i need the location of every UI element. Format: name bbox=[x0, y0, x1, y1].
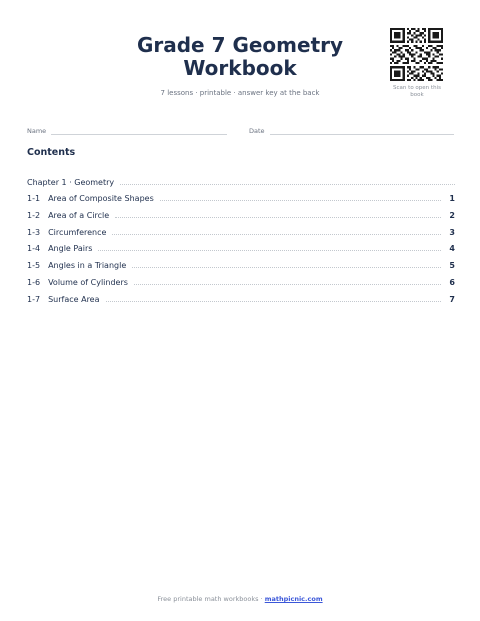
toc-lesson-row[interactable] bbox=[27, 237, 455, 254]
toc-leader bbox=[160, 200, 441, 201]
name-line[interactable] bbox=[51, 128, 227, 135]
footer bbox=[0, 595, 480, 603]
lesson-title: Angles in a Triangle bbox=[48, 261, 127, 271]
lesson-label bbox=[27, 261, 126, 270]
lesson-number: 1-6 bbox=[27, 277, 41, 287]
lesson-title: Angle Pairs bbox=[48, 244, 93, 254]
toc-leader bbox=[98, 250, 441, 251]
lesson-label bbox=[27, 244, 92, 253]
toc-lesson-row[interactable] bbox=[27, 287, 455, 304]
page-title bbox=[100, 34, 380, 80]
toc-leader bbox=[106, 301, 441, 302]
lesson-page-number: 6 bbox=[449, 277, 455, 287]
date-line[interactable] bbox=[270, 128, 454, 135]
lesson-label bbox=[27, 295, 100, 304]
lesson-number: 1-7 bbox=[27, 294, 41, 304]
lesson-title: Volume of Cylinders bbox=[48, 277, 128, 287]
toc-leader bbox=[120, 184, 455, 185]
lesson-label bbox=[27, 278, 128, 287]
toc-lesson-row[interactable] bbox=[27, 187, 455, 204]
lesson-page-number: 3 bbox=[449, 227, 455, 237]
lesson-label bbox=[27, 228, 106, 237]
chapter-title: Chapter 1 · Geometry bbox=[27, 177, 115, 187]
lesson-label bbox=[27, 194, 154, 203]
toc-leader bbox=[115, 217, 441, 218]
qr-code-icon[interactable] bbox=[390, 28, 443, 81]
title-block bbox=[100, 34, 380, 98]
lesson-title: Area of Composite Shapes bbox=[48, 194, 154, 204]
qr-caption-line-1: Scan to open this bbox=[393, 85, 441, 91]
toc-lesson-row[interactable] bbox=[27, 253, 455, 270]
footer-text: Free printable math workbooks · bbox=[157, 595, 265, 603]
name-field[interactable] bbox=[27, 127, 227, 135]
lesson-number: 1-5 bbox=[27, 261, 41, 271]
lesson-number: 1-1 bbox=[27, 194, 41, 204]
name-date-row bbox=[27, 127, 453, 137]
qr-caption bbox=[384, 85, 450, 99]
toc-chapter bbox=[27, 170, 455, 187]
toc-leader bbox=[132, 267, 441, 268]
lesson-number: 1-4 bbox=[27, 244, 41, 254]
title-line-1: Grade 7 Geometry bbox=[136, 33, 344, 57]
lesson-label bbox=[27, 211, 109, 220]
table-of-contents bbox=[27, 170, 455, 304]
contents-heading: Contents bbox=[27, 147, 76, 158]
lesson-page-number: 4 bbox=[449, 244, 455, 254]
page-subtitle: 7 lessons · printable · answer key at the back bbox=[160, 89, 320, 97]
toc-lesson-row[interactable] bbox=[27, 220, 455, 237]
date-field[interactable] bbox=[249, 127, 454, 135]
lesson-page-number: 2 bbox=[449, 211, 455, 221]
footer-link[interactable]: mathpicnic.com bbox=[264, 595, 323, 603]
lesson-number: 1-3 bbox=[27, 227, 41, 237]
lesson-page-number: 1 bbox=[449, 194, 455, 204]
name-label: Name bbox=[27, 127, 47, 135]
toc-leader bbox=[112, 234, 441, 235]
toc-lesson-row[interactable] bbox=[27, 270, 455, 287]
toc-lesson-row[interactable] bbox=[27, 203, 455, 220]
lesson-number: 1-2 bbox=[27, 211, 41, 221]
toc-leader bbox=[134, 284, 441, 285]
title-line-2: Workbook bbox=[183, 56, 297, 80]
date-label: Date bbox=[249, 127, 265, 135]
lesson-title: Circumference bbox=[48, 227, 107, 237]
lesson-title: Area of a Circle bbox=[48, 211, 110, 221]
lesson-page-number: 7 bbox=[449, 294, 455, 304]
qr-caption-line-2: book bbox=[410, 92, 424, 98]
lesson-title: Surface Area bbox=[48, 294, 100, 304]
lesson-page-number: 5 bbox=[449, 261, 455, 271]
